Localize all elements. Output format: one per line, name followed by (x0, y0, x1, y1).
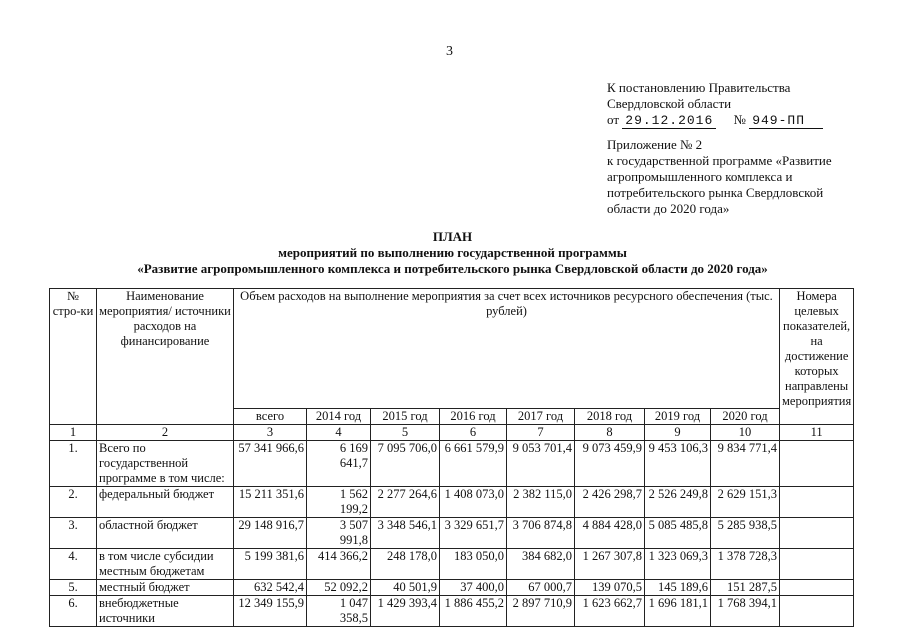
plan-program-name: «Развитие агропромышленного комплекса и потребительского рынка Свердловской области до 2020 года» (137, 261, 768, 276)
row-value: 2 277 264,6 (371, 487, 440, 518)
decree-line-2: Свердловской области (607, 96, 732, 111)
row-targets (780, 580, 854, 596)
row-value: 1 429 393,4 (371, 596, 440, 627)
decree-date-line (607, 112, 823, 129)
header-2015: 2015 год (371, 409, 440, 425)
header-volume: Объем расходов на выполнение мероприятия за счет всех источников ресурсного обеспечения (тыс. рублей) (234, 289, 780, 409)
decree-line-1: К постановлению Правительства (607, 80, 791, 95)
row-value: 2 426 298,7 (575, 487, 645, 518)
row-name: Всего по государственной программе в том числе: (97, 441, 234, 487)
header-2014: 2014 год (307, 409, 371, 425)
number-label: № (733, 112, 746, 127)
row-value: 1 562 199,2 (307, 487, 371, 518)
row-value: 6 661 579,9 (440, 441, 507, 487)
row-value: 40 501,9 (371, 580, 440, 596)
plan-table (49, 288, 854, 627)
row-value: 15 211 351,6 (234, 487, 307, 518)
row-value: 37 400,0 (440, 580, 507, 596)
col-number: 9 (645, 425, 711, 441)
header-2020: 2020 год (711, 409, 780, 425)
row-value: 384 682,0 (507, 549, 575, 580)
col-number: 6 (440, 425, 507, 441)
col-number: 7 (507, 425, 575, 441)
row-value: 2 526 249,8 (645, 487, 711, 518)
row-value: 139 070,5 (575, 580, 645, 596)
appendix-title: Приложение № 2 (607, 137, 703, 152)
col-number: 5 (371, 425, 440, 441)
row-value: 57 341 966,6 (234, 441, 307, 487)
decree-number: 949-ПП (749, 113, 823, 129)
header-targets: Номера целевых показателей, на достижение которых направлены мероприятия (780, 289, 854, 425)
col-number: 1 (50, 425, 97, 441)
table-row (50, 518, 854, 549)
header-total: всего (234, 409, 307, 425)
row-name: внебюджетные источники (97, 596, 234, 627)
row-value: 1 623 662,7 (575, 596, 645, 627)
row-value: 67 000,7 (507, 580, 575, 596)
row-number: 4. (50, 549, 97, 580)
plan-title: ПЛАН (432, 229, 473, 244)
row-targets (780, 596, 854, 627)
col-number: 10 (711, 425, 780, 441)
header-2019: 2019 год (645, 409, 711, 425)
header-2018: 2018 год (575, 409, 645, 425)
header-2016: 2016 год (440, 409, 507, 425)
row-number: 1. (50, 441, 97, 487)
table-row (50, 549, 854, 580)
row-value: 151 287,5 (711, 580, 780, 596)
row-targets (780, 549, 854, 580)
header-name: Наименование мероприятия/ источники расходов на финансирование (97, 289, 234, 425)
row-value: 1 886 455,2 (440, 596, 507, 627)
row-value: 9 053 701,4 (507, 441, 575, 487)
col-number: 11 (780, 425, 854, 441)
row-value: 29 148 916,7 (234, 518, 307, 549)
decree-date: 29.12.2016 (622, 113, 716, 129)
from-label: от (607, 112, 620, 127)
row-value: 1 267 307,8 (575, 549, 645, 580)
col-number: 2 (97, 425, 234, 441)
table-row (50, 487, 854, 518)
header-row-number: № стро-ки (50, 289, 97, 425)
row-number: 2. (50, 487, 97, 518)
row-value: 1 696 181,1 (645, 596, 711, 627)
row-name: местный бюджет (97, 580, 234, 596)
row-value: 9 453 106,3 (645, 441, 711, 487)
plan-subtitle: мероприятий по выполнению государственной программы (278, 245, 627, 260)
row-value: 183 050,0 (440, 549, 507, 580)
table-row (50, 441, 854, 487)
row-value: 5 285 938,5 (711, 518, 780, 549)
row-value: 1 768 394,1 (711, 596, 780, 627)
row-value: 3 706 874,8 (507, 518, 575, 549)
table-row (50, 580, 854, 596)
row-value: 1 323 069,3 (645, 549, 711, 580)
row-value: 9 073 459,9 (575, 441, 645, 487)
row-value: 1 378 728,3 (711, 549, 780, 580)
row-value: 2 629 151,3 (711, 487, 780, 518)
row-value: 12 349 155,9 (234, 596, 307, 627)
appendix-text: к государственной программе «Развитие агропромышленного комплекса и потребительского рынка Свердловской области до 2020 года» (607, 153, 832, 216)
row-value: 632 542,4 (234, 580, 307, 596)
row-value: 414 366,2 (307, 549, 371, 580)
appendix-block (607, 137, 867, 217)
row-value: 2 382 115,0 (507, 487, 575, 518)
row-value: 3 348 546,1 (371, 518, 440, 549)
col-number: 4 (307, 425, 371, 441)
row-number: 6. (50, 596, 97, 627)
row-value: 1 408 073,0 (440, 487, 507, 518)
row-value: 5 085 485,8 (645, 518, 711, 549)
table-row (50, 596, 854, 627)
row-number: 5. (50, 580, 97, 596)
row-value: 4 884 428,0 (575, 518, 645, 549)
row-name: областной бюджет (97, 518, 234, 549)
row-value: 248 178,0 (371, 549, 440, 580)
row-value: 3 507 991,8 (307, 518, 371, 549)
row-value: 5 199 381,6 (234, 549, 307, 580)
col-number: 3 (234, 425, 307, 441)
row-value: 52 092,2 (307, 580, 371, 596)
header-2017: 2017 год (507, 409, 575, 425)
row-value: 2 897 710,9 (507, 596, 575, 627)
row-name: в том числе субсидии местным бюджетам (97, 549, 234, 580)
row-targets (780, 518, 854, 549)
decree-reference (607, 80, 823, 129)
row-value: 3 329 651,7 (440, 518, 507, 549)
row-value: 145 189,6 (645, 580, 711, 596)
row-value: 6 169 641,7 (307, 441, 371, 487)
row-number: 3. (50, 518, 97, 549)
row-value: 9 834 771,4 (711, 441, 780, 487)
row-targets (780, 441, 854, 487)
row-name: федеральный бюджет (97, 487, 234, 518)
row-value: 7 095 706,0 (371, 441, 440, 487)
row-value: 1 047 358,5 (307, 596, 371, 627)
page-number: 3 (446, 44, 453, 59)
col-number: 8 (575, 425, 645, 441)
row-targets (780, 487, 854, 518)
